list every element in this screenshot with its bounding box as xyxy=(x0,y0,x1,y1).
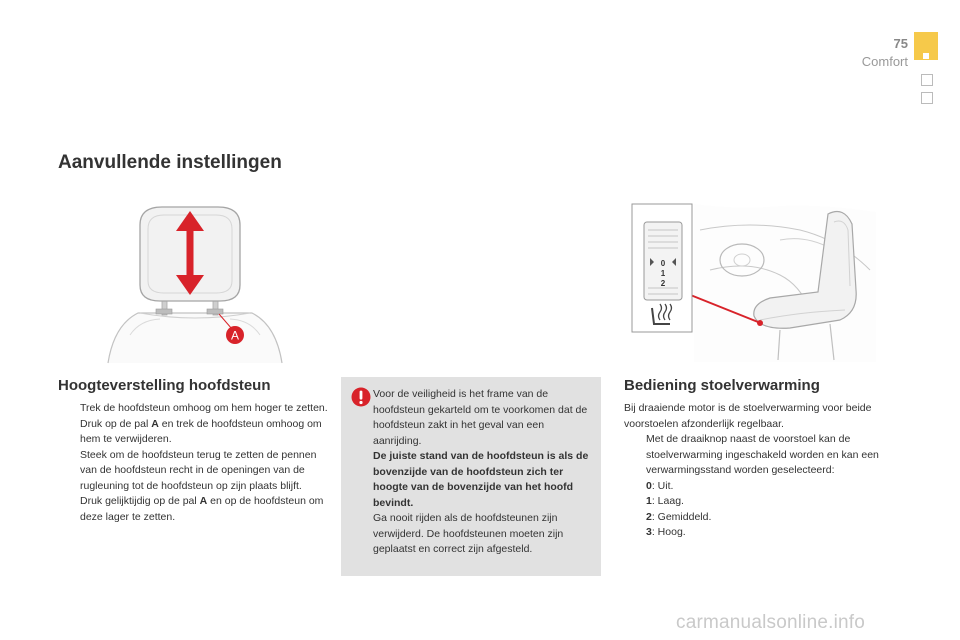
heating-option xyxy=(624,479,894,495)
headrest-illustration xyxy=(100,195,290,365)
warning-paragraph: Ga nooit rijden als de hoofdsteunen zijn verwijderd. De hoofdsteunen moeten zijn geplaatst en correct zijn afgesteld. xyxy=(373,512,564,555)
headrest-section-title: Hoogteverstelling hoofdsteun xyxy=(58,377,271,394)
page-number: 75 xyxy=(893,36,908,51)
seat-heating-intro: Bij draaiende motor is de stoelverwarming voor beide voorstoelen afzonderlijk regelbaar. xyxy=(624,402,872,430)
list-item-text: Met de draaiknop naast de voorstoel kan de stoelverwarming ingeschakeld worden en kan een verwarmingsstand worden geselecteerd: xyxy=(646,433,879,476)
warning-icon xyxy=(351,387,371,407)
page-title: Aanvullende instellingen xyxy=(58,152,282,173)
option-key: 1 xyxy=(646,495,652,507)
list-item-text: Trek de hoofdsteun omhoog om hem hoger te zetten. xyxy=(80,402,328,414)
list-item xyxy=(58,448,330,495)
list-item-text: en op de hoofdsteun om deze lager te zetten. xyxy=(80,495,324,523)
list-item xyxy=(624,432,894,479)
option-key: 3 xyxy=(646,526,652,538)
option-key: 2 xyxy=(646,510,652,523)
list-item xyxy=(58,494,330,525)
dial-label-0: 0 xyxy=(660,259,666,268)
warning-text xyxy=(373,387,595,558)
option-key: 0 xyxy=(646,479,652,492)
chapter-tab-empty xyxy=(921,74,933,86)
warning-paragraph: Voor de veiligheid is het frame van de hoofdsteun gekarteld om te voorkomen dat de hoofdsteun zakt in het geval van een aanrijding. xyxy=(373,388,588,447)
list-item-text: Steek om de hoofdsteun terug te zetten de pennen van de hoofdsteun recht in de openingen van de rugleuning tot de hoofdsteun op zijn plaats blijft. xyxy=(80,448,317,492)
warning-box xyxy=(341,377,601,576)
callout-a-label: A xyxy=(230,328,240,343)
chapter-tab-empty xyxy=(921,92,933,104)
seat-heating-illustration xyxy=(630,200,882,365)
headrest-instructions xyxy=(58,401,330,525)
dial-label-2: 2 xyxy=(660,279,666,288)
seat-heating-instructions xyxy=(624,401,894,541)
heating-option xyxy=(624,510,894,526)
list-item xyxy=(58,417,330,448)
option-text: : Hoog. xyxy=(651,526,686,538)
section-name: Comfort xyxy=(861,54,908,69)
list-item-text: Druk op de pal xyxy=(80,417,152,430)
dial-label-1: 1 xyxy=(660,269,666,278)
warning-bold-paragraph: De juiste stand van de hoofdsteun is als de bovenzijde van de hoofdsteun zich ter hoogte van de bovenzijde van het hoofd bevindt. xyxy=(373,450,589,509)
list-item xyxy=(58,401,330,417)
option-text: : Gemiddeld. xyxy=(651,510,712,523)
heating-option xyxy=(624,494,894,510)
list-item-text: en trek de hoofdsteun omhoog om hem te verwijderen. xyxy=(80,417,322,445)
chapter-tab xyxy=(914,32,938,60)
pal-label: A xyxy=(151,417,159,430)
option-text: : Uit. xyxy=(651,479,674,492)
pal-label: A xyxy=(199,495,208,507)
seat-heating-section-title: Bediening stoelverwarming xyxy=(624,377,820,394)
list-item-text: Druk gelijktijdig op de pal xyxy=(80,495,200,507)
chapter-tab-marker xyxy=(923,53,929,59)
heating-option xyxy=(624,525,894,541)
option-text: : Laag. xyxy=(651,495,684,507)
watermark[interactable]: carmanualsonline.info xyxy=(676,612,866,633)
